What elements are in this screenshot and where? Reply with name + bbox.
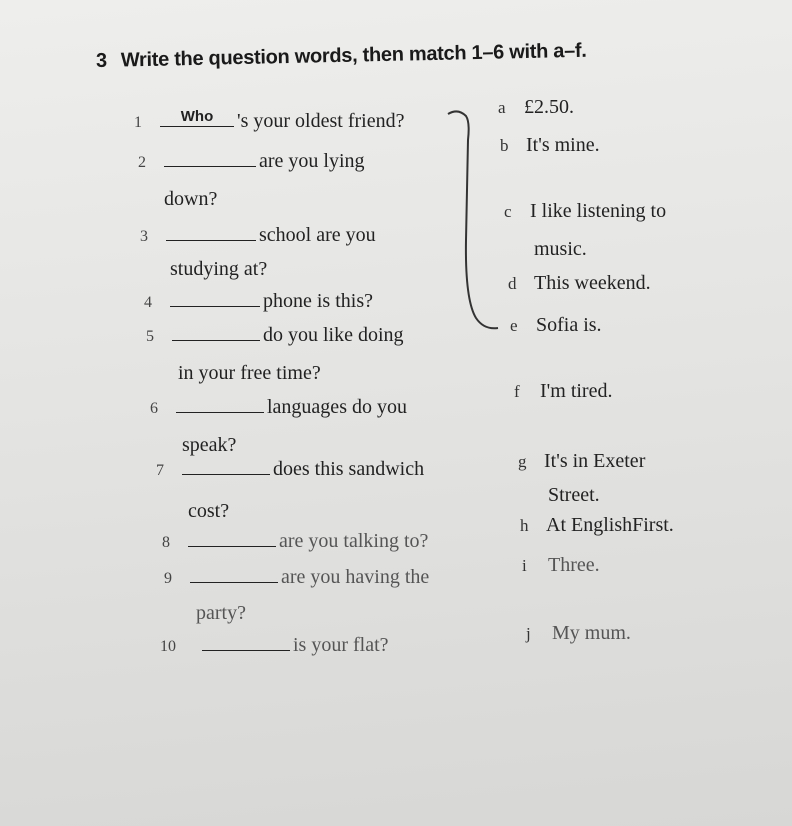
answer-letter: e: [510, 316, 518, 335]
answer-text: My mum.: [552, 622, 631, 644]
question-number: 2: [138, 154, 146, 171]
answer-text: £2.50.: [524, 96, 574, 118]
question-number: 4: [144, 294, 152, 311]
answer-f: [514, 380, 612, 403]
answer-g: [518, 450, 645, 473]
answer-letter: j: [526, 624, 531, 643]
answer-g-continuation: Street.: [548, 484, 600, 506]
question-number: 9: [164, 570, 172, 587]
answer-text: It's in Exeter: [544, 450, 646, 472]
question-5-continuation: in your free time?: [178, 362, 321, 384]
answer-letter: b: [500, 136, 509, 155]
answer-text: I'm tired.: [540, 380, 613, 402]
answer-letter: f: [514, 382, 520, 401]
question-number: 8: [162, 534, 170, 551]
question-text: 's your oldest friend?: [237, 110, 405, 132]
question-text: languages do you: [267, 396, 407, 418]
answer-text: It's mine.: [526, 134, 600, 156]
answer-d: [508, 272, 651, 295]
question-number: 7: [156, 462, 164, 479]
exercise-instruction: Write the question words, then match 1–6 with a–f.: [120, 39, 587, 72]
question-number: 1: [134, 114, 142, 131]
question-9-continuation: party?: [196, 602, 246, 624]
answer-b: [500, 134, 600, 157]
answer-c-continuation: music.: [534, 238, 587, 260]
question-text: are you lying: [259, 150, 365, 172]
question-text: does this sandwich: [273, 458, 425, 480]
answer-text: This weekend.: [534, 272, 651, 294]
answer-text: Sofia is.: [536, 314, 602, 336]
question-number: 5: [146, 328, 154, 345]
answer-j: [526, 622, 631, 645]
answer-a: [498, 96, 574, 119]
question-number: 3: [140, 228, 148, 245]
question-text: is your flat?: [293, 634, 389, 656]
question-text: are you talking to?: [279, 530, 429, 552]
answer-c: [504, 200, 666, 223]
question-number: 10: [160, 638, 176, 655]
question-text: do you like doing: [263, 324, 404, 346]
answer-letter: g: [518, 452, 527, 471]
question-2-continuation: down?: [164, 188, 218, 210]
answer-text: I like listening to: [530, 200, 667, 222]
answer-e: [510, 314, 602, 337]
answer-letter: d: [508, 274, 517, 293]
answer-i: [522, 554, 600, 577]
exercise-number: 3: [95, 49, 108, 72]
answer-letter: a: [498, 98, 506, 117]
question-text: are you having the: [281, 566, 430, 588]
question-text: phone is this?: [263, 290, 373, 312]
answer-letter: i: [522, 556, 527, 575]
question-7-continuation: cost?: [188, 500, 230, 522]
answer-text: Three.: [548, 554, 600, 576]
question-number: 6: [150, 400, 158, 417]
question-6-continuation: speak?: [182, 434, 237, 456]
answer-letter: h: [520, 516, 529, 535]
question-3-continuation: studying at?: [170, 258, 268, 280]
answer-letter: c: [504, 202, 512, 221]
question-text: school are you: [259, 224, 376, 246]
answer-h: [520, 514, 674, 537]
written-answer: Who: [180, 108, 214, 125]
answer-text: At EnglishFirst.: [546, 514, 674, 536]
